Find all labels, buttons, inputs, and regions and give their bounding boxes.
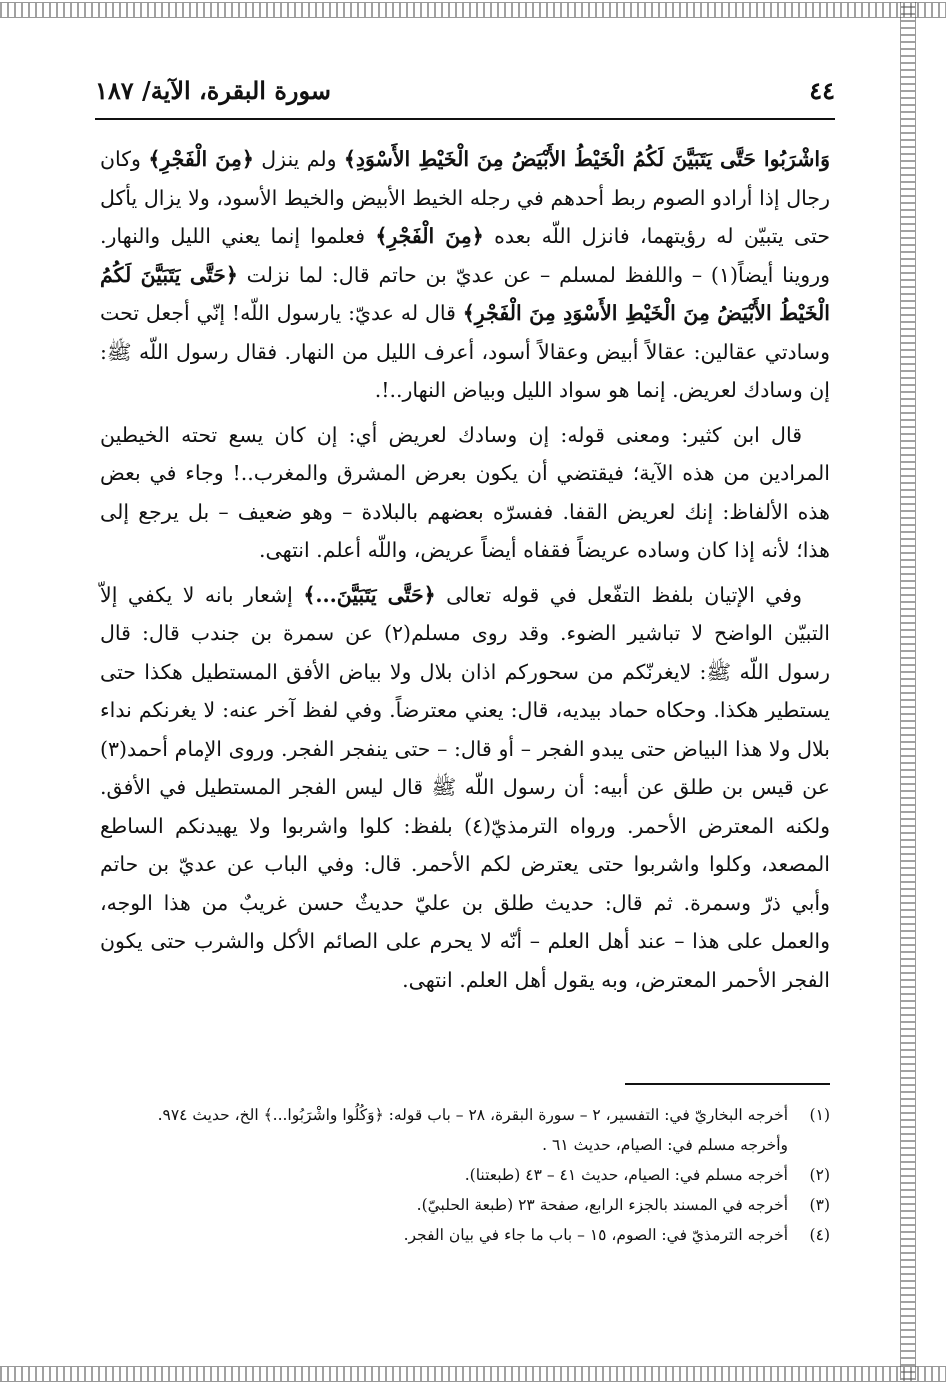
footnote-text: أخرجه الترمذيّ في: الصوم، ١٥ – باب ما جاء في بيان الفجر. <box>403 1226 788 1244</box>
page-header <box>95 70 835 120</box>
footnote-text: أخرجه البخاريّ في: التفسير، ٢ – سورة البقرة، ٢٨ – باب قوله: ﴿وَكُلُوا واشْرَبُوا...﴾ الخ، حديث ٩٧٤. <box>157 1106 788 1124</box>
footnote-number: (٢) <box>809 1166 830 1184</box>
text-run: ولم ينزل <box>253 147 344 171</box>
footnotes <box>100 1100 830 1250</box>
decorative-border-bottom <box>0 1366 946 1382</box>
text-run: إشعار بانه لا يكفي إلاّ التبيّن الواضح لا تباشير الضوء. وقد روى مسلم(٢) عن سمرة بن جندب قال: قال رسول اللّه ﷺ: لايغرنّكم من سحوركم اذان بلال ولا بياض الأفق المستطيل هكذا حتى يستطير هكذا. وحكاه حماد بيديه، قال: يعني معترضاً. وفي لفظ آخر عنه: لا يغرنكم نداء بلال ولا هذا البياض حتى يبدو الفجر – أو قال: – حتى ينفجر الفجر. وروى الإمام أحمد(٣) عن قيس بن طلق عن أبيه: أن رسول اللّه ﷺ قال ليس الفجر المستطيل في الأفق. ولكنه المعترض الأحمر. ورواه الترمذيّ(٤) بلفظ: كلوا واشربوا ولا يهيدنكم الساطع المصعد، وكلوا واشربوا حتى يعترض لكم الأحمر. قال: وفي الباب عن عديّ بن حاتم وأبي ذرّ وسمرة. ثم قال: حديث طلق بن عليّ حديثٌ حسن غريبٌ من هذا الوجه، والعمل على هذا – عند أهل العلم – أنّه لا يحرم على الصائم الأكل والشرب حتى يكون الفجر الأحمر المعترض، وبه يقول أهل العلم. انتهى. <box>100 582 830 992</box>
footnote-separator <box>625 1083 830 1085</box>
footnote-text: وأخرجه مسلم في: الصيام، حديث ٦١ . <box>542 1136 788 1154</box>
footnote-1-continued <box>100 1130 830 1160</box>
page-number: ٤٤ <box>809 76 835 105</box>
footnote-text: أخرجه في المسند بالجزء الرابع، صفحة ٢٣ (طبعة الحلبيّ). <box>416 1196 788 1214</box>
quran-quote: ﴿مِنَ الْفَجْرِ﴾ <box>375 224 484 248</box>
quran-quote: ﴿حَتَّى يَتَبَيَّنَ...﴾ <box>303 582 436 607</box>
paragraph-3 <box>100 576 830 1000</box>
decorative-border-right <box>900 2 916 1380</box>
footnote-number: (٣) <box>809 1196 830 1214</box>
main-text <box>100 140 830 1005</box>
running-head: سورة البقرة، الآية/ ١٨٧ <box>95 76 332 105</box>
footnote-3 <box>100 1190 830 1220</box>
text-run: وكان رجال إذا أرادو الصوم ربط أحدهم في رجله الخيط الأبيض والخيط الأسود، ولا يزال يأكل حتى يتبيّن له رؤيتهما، فانزل اللّه بعده <box>100 147 831 248</box>
text-run: قال له عديّ: يارسول اللّه! إنّي أجعل تحت وسادتي عقالين: عقالاً أبيض وعقالاً أسود، أعرف الليل من النهار. فقال رسول اللّه ﷺ: إن وسادك لعريض. إنما هو سواد الليل وبياض النهار..!. <box>100 301 830 402</box>
footnote-2 <box>100 1160 830 1190</box>
text-run: وفي الإتيان بلفظ التفّعل في قوله تعالى <box>435 582 803 607</box>
paragraph-1 <box>100 140 830 410</box>
quran-quote: ﴿حَتَّى يَتَبَيَّنَ لَكُمُ الْخَيْطُ الأَبْيَضُ مِنَ الْخَيْطِ الأَسْوَدِ مِنَ الْفَجْرِ﴾ <box>100 262 830 325</box>
footnote-number: (٤) <box>809 1226 830 1244</box>
paragraph-2: قال ابن كثير: ومعنى قوله: إن وسادك لعريض أي: إن كان يسع تحته الخيطين المرادين من هذه الآية؛ فيقتضي أن يكون بعرض المشرق والمغرب..! وجاء في بعض هذه الألفاظ: إنك لعريض القفا. ففسرّه بعضهم بالبلادة – وهو ضعيف – بل يرجع إلى هذا؛ لأنه إذا كان وساده عريضاً فقفاه أيضاً عريض، واللّه أعلم. انتهى. <box>100 422 830 562</box>
footnote-1 <box>100 1100 830 1130</box>
text-run: فعلموا إنما يعني الليل والنهار. وروينا أيضاً(١) – واللفظ لمسلم – عن عديّ بن حاتم قال: لما نزلت <box>100 224 830 287</box>
footnote-text: أخرجه مسلم في: الصيام، حديث ٤١ – ٤٣ (طبعتنا). <box>464 1166 788 1184</box>
quran-quote: ﴿مِنَ الْفَجْرِ﴾ <box>148 147 254 171</box>
footnote-number: (١) <box>809 1106 830 1124</box>
footnote-4 <box>100 1220 830 1250</box>
quran-quote: وَاشْرَبُوا حَتَّى يَتَبَيَّنَ لَكُمُ الْخَيْطُ الأَبْيَضُ مِنَ الْخَيْطِ الأَسْوَدِ﴾ <box>343 147 831 171</box>
decorative-border-top <box>0 2 946 18</box>
